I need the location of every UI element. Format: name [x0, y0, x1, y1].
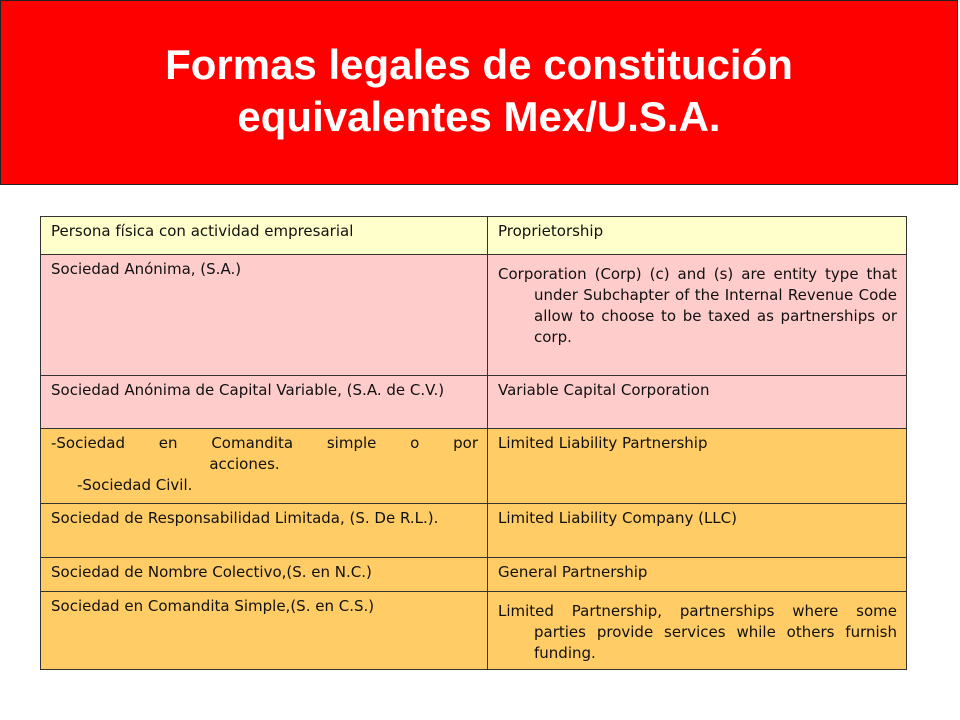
usa-form-cell: [488, 429, 907, 504]
usa-form-cell: [488, 558, 907, 592]
table-row: [41, 429, 907, 504]
title-line-2: equivalentes Mex/U.S.A.: [237, 93, 721, 140]
mexico-form-cell: [41, 217, 488, 255]
mexico-form-line-3: -Sociedad Civil.: [77, 476, 193, 494]
mexico-form-cell: [41, 429, 488, 504]
table-row: [41, 217, 907, 255]
usa-form-text: Corporation (Corp) (c) and (s) are entity type that under Subchapter of the Internal Revenue Code allow to choose to be taxed as partnerships or corp.: [498, 265, 897, 346]
usa-form-cell: [488, 376, 907, 429]
mexico-form-line-2: acciones.: [209, 455, 280, 473]
table-row: [41, 558, 907, 592]
table-row: [41, 504, 907, 558]
title-line-1: Formas legales de constitución: [165, 41, 793, 88]
mexico-form-cell: [41, 504, 488, 558]
usa-form-text: Limited Liability Company (LLC): [498, 509, 737, 527]
table-row: [41, 255, 907, 376]
mexico-form-text: Sociedad de Nombre Colectivo,(S. en N.C.): [51, 563, 372, 581]
table-row: [41, 592, 907, 670]
mexico-form-line-1: -Sociedad en Comandita simple o por: [51, 434, 478, 452]
table-row: [41, 376, 907, 429]
usa-form-text: Limited Liability Partnership: [498, 434, 708, 452]
mexico-form-cell: [41, 255, 488, 376]
mexico-form-text: Sociedad en Comandita Simple,(S. en C.S.): [51, 597, 375, 615]
page-title: [41, 39, 917, 143]
usa-form-cell: [488, 217, 907, 255]
mexico-form-cell: [41, 558, 488, 592]
mexico-form-text: Sociedad Anónima, (S.A.): [51, 260, 242, 278]
usa-form-text: Variable Capital Corporation: [498, 381, 710, 399]
mexico-form-text: Sociedad Anónima de Capital Variable, (S.A. de C.V.): [51, 381, 445, 399]
usa-form-cell: [488, 255, 907, 376]
usa-form-text: General Partnership: [498, 563, 648, 581]
usa-form-cell: [488, 592, 907, 670]
mexico-form-text: Persona física con actividad empresarial: [51, 222, 354, 240]
usa-form-text: Limited Partnership, partnerships where some parties provide services while others furnish funding.: [498, 602, 897, 662]
mexico-form-cell: [41, 592, 488, 670]
equivalence-table: [40, 216, 907, 670]
mexico-form-text: Sociedad de Responsabilidad Limitada, (S. De R.L.).: [51, 509, 439, 527]
mexico-form-cell: [41, 376, 488, 429]
usa-form-text: Proprietorship: [498, 222, 604, 240]
usa-form-cell: [488, 504, 907, 558]
title-banner: [0, 0, 958, 185]
